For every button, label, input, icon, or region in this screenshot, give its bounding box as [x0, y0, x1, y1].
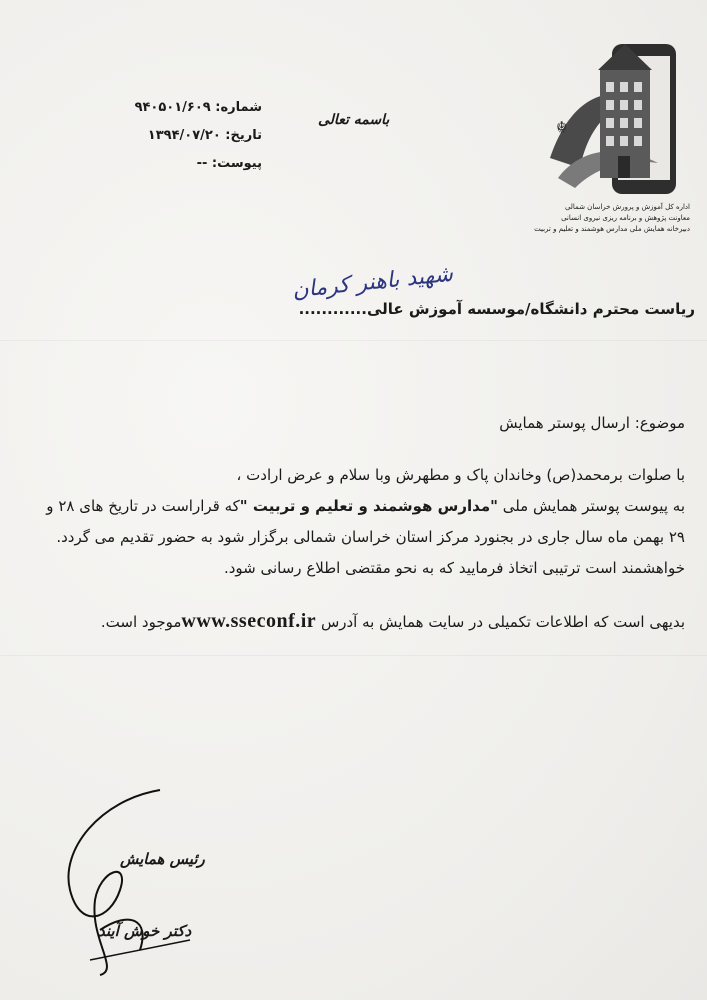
letter-attachment: پیوست: --	[196, 156, 262, 171]
basmala-heading: باسمه تعالی	[318, 112, 390, 128]
reference-block	[82, 94, 262, 178]
iran-emblem-icon: ☬	[556, 118, 568, 137]
letter-date: تاریخ: ۱۳۹۴/۰۷/۲۰	[147, 128, 262, 143]
paper-fold-line	[0, 340, 707, 341]
signature-title: رئیس همایش	[120, 850, 205, 868]
logo-caption	[470, 202, 690, 235]
handwritten-recipient: شهید باهنر کرمان	[291, 261, 455, 304]
body-paragraph: خواهشمند است ترتیبی اتخاذ فرمایید که به نحو مقتضی اطلاع رسانی شود.	[223, 559, 685, 577]
letter-number: شماره: ۹۴۰۵۰۱/۶۰۹	[134, 100, 262, 115]
body-paragraph	[14, 491, 685, 522]
recipient-line: ریاست محترم دانشگاه/موسسه آموزش عالی............	[298, 300, 695, 318]
letter-body	[14, 460, 685, 638]
greeting: با صلوات برمحمد(ص) وخاندان پاک و مطهرش وبا سلام و عرض ارادت ،	[236, 466, 685, 484]
body-text: موجود است.	[100, 613, 182, 631]
body-text: که قراراست در تاریخ های ۲۸ و	[46, 497, 240, 515]
website-url: www.sseconf.ir	[181, 610, 317, 632]
body-paragraph	[14, 606, 685, 638]
signature-name: دکتر خوش آیند	[98, 922, 192, 940]
caption-line: اداره کل آموزش و پرورش خراسان شمالی	[564, 203, 690, 211]
caption-line: معاونت پژوهش و برنامه ریزی نیروی انسانی	[561, 214, 690, 222]
caption-line: دبیرخانه همایش ملی مدارس هوشمند و تعلیم و تربیت	[534, 225, 690, 233]
body-text: بدیهی است که اطلاعات تکمیلی در سایت همایش به آدرس	[316, 613, 685, 631]
paper-fold-line	[0, 655, 707, 656]
conference-title: "مدارس هوشمند و تعلیم و تربیت "	[239, 497, 498, 515]
body-text: به پیوست پوستر همایش ملی	[497, 497, 685, 515]
body-paragraph: ۲۹ بهمن ماه سال جاری در بجنورد مرکز استان خراسان شمالی برگزار شود به حضور تقدیم می گردد.	[56, 528, 685, 546]
subject-line: موضوع: ارسال پوستر همایش	[499, 414, 685, 432]
handwritten-signature	[40, 780, 220, 980]
